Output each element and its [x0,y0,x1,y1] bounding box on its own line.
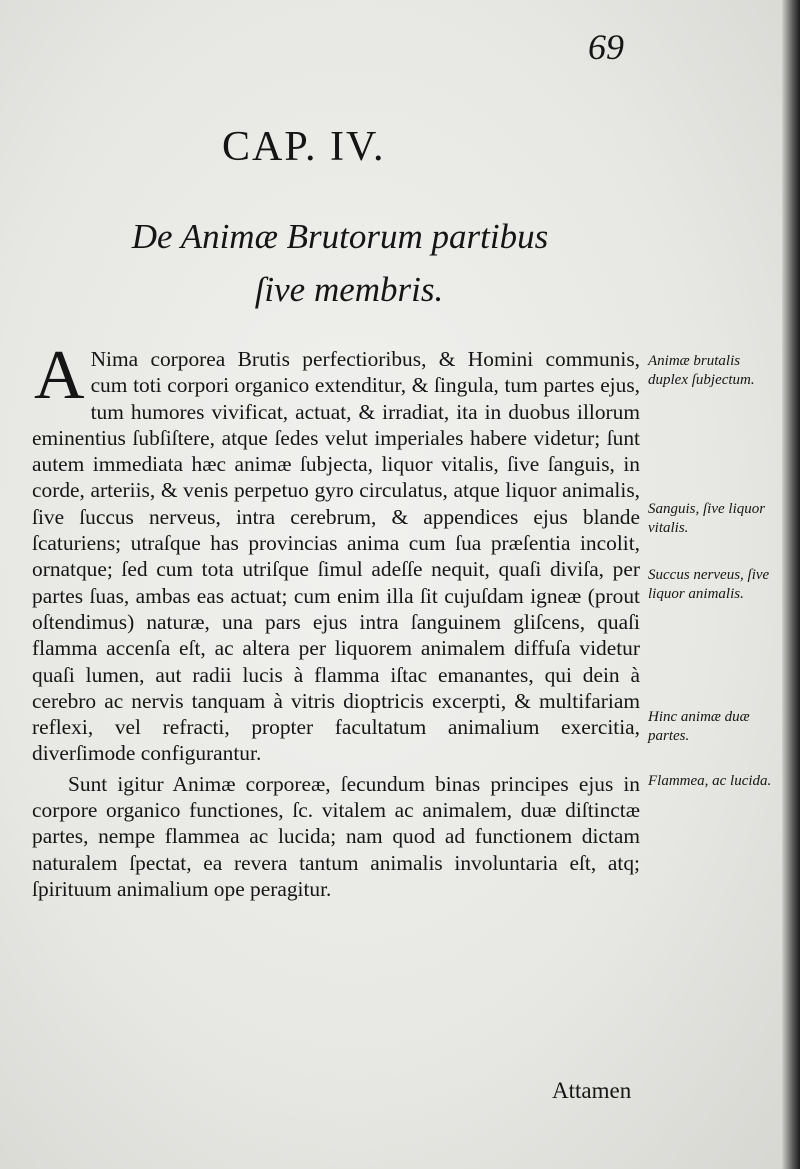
catchword: Attamen [552,1078,632,1103]
drop-capital: A [34,337,85,414]
paragraph-1 [32,337,640,767]
paragraph-1-text: Nima corporea Brutis perfectioribus, & Homini communis, cum toti corpori organico extenditur, & ſingula, tum partes ejus, tum humores vivificat, actuat, & irradiat, ita in duobus illorum eminentius ſubſiſtere, atque ſedes velut imperiales habere videtur; ſunt autem immediata hæc animæ ſubjecta, liquor vitalis, ſive ſanguis, in corde, arteriis, & venis perpetuo gyro circulatus, atque liquor animalis, ſive ſuccus nerveus, intra cerebrum, & appendices ejus blande ſcaturiens; utraſque has provincias anima cum ſua præſentia incolit, ornatque; ſed cum tota utriſque ſimul adeſſe nequit, quaſi diviſa, per partes ſuas, ambas eas actuat; cum enim illa ſit cujuſdam igneæ (prout oſtendimus) naturæ, una pars ejus intra ſanguinem gliſcens, quaſi flamma accenſa eſt, ac altera per liquorem animalem diffuſa videtur quaſi lumen, aut radii lucis à flamma iſtac emanantes, qui dein à cerebro ac nervis tanquam à vitris dioptricis excerpti, & multifariam reflexi, vel refracti, propter facultatum animalium exercitia, diverſimode configurantur. [32,347,640,766]
marginal-note: Sanguis, ſive liquor vitalis. [648,501,766,536]
subtitle-line-2: ſive membris. [254,270,444,309]
main-text [32,337,640,902]
subtitle-line-1: De Animæ Brutorum partibus [131,217,549,256]
chapter-heading: CAP. IV. [222,124,386,170]
page-number: 69 [588,27,624,67]
marginal-note: Hinc animæ duæ partes. [648,709,750,744]
chapter-subtitle [0,210,680,316]
marginal-note: Animæ brutalis duplex ſubjectum. [648,353,755,388]
marginal-note: Succus nerveus, ſive liquor animalis. [648,567,770,602]
paragraph-2: Sunt igitur Animæ corporeæ, ſecundum binas principes ejus in corpore organico functiones, ſc. vitalem ac animalem, duæ diſtinctæ partes, nempe flammea ac lucida; nam quod ad functionem dictam naturalem ſpectat, ea revera tantum animalis involuntaria eſt, atq; ſpirituum animalium ope peragitur. [32,771,640,901]
marginal-note: Flammea, ac lucida. [648,773,772,789]
page-edge-shadow [782,0,800,1169]
